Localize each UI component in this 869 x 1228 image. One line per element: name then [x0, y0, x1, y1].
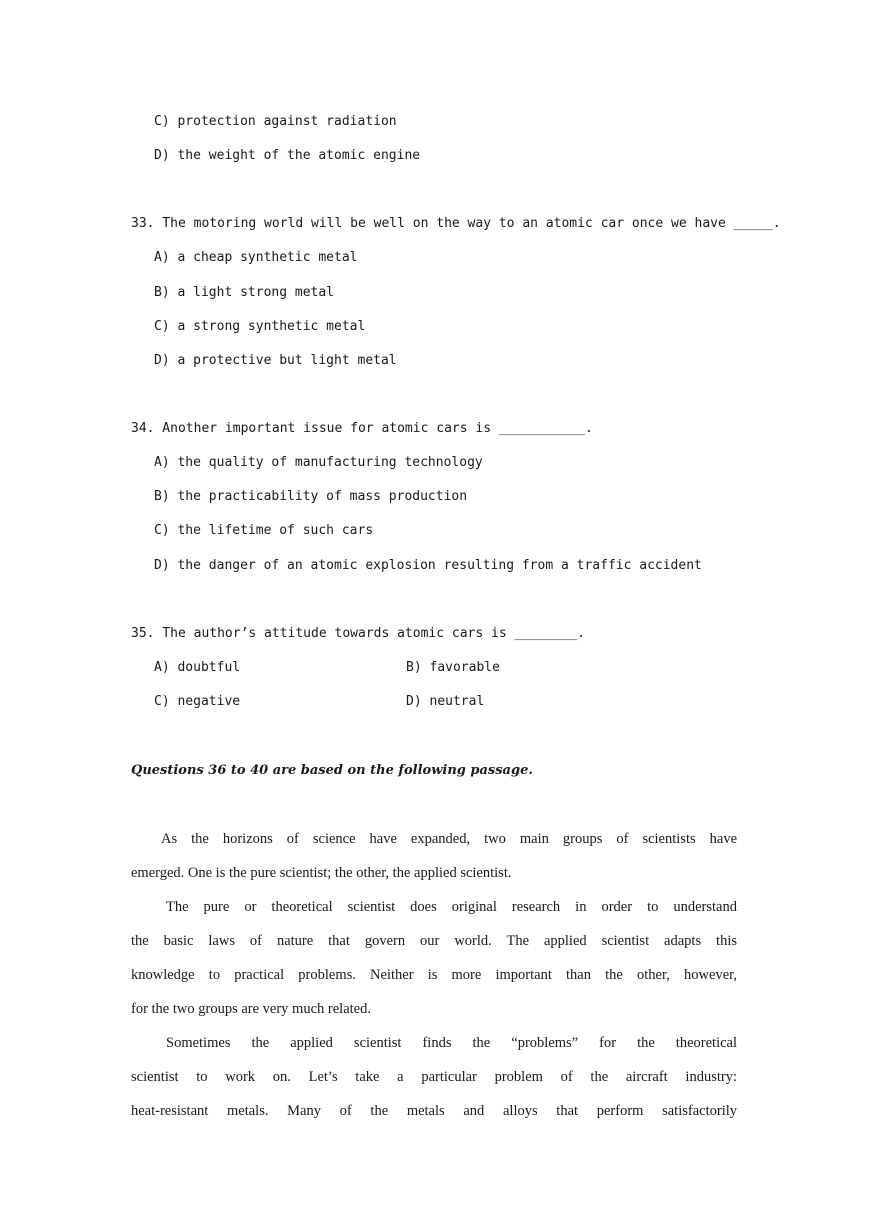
q32-option-c: C) protection against radiation: [154, 114, 397, 129]
q35-stem: 35. The author’s attitude towards atomic cars is ________.: [131, 626, 585, 641]
q33-option-a: A) a cheap synthetic metal: [154, 250, 358, 265]
q34-option-a: A) the quality of manufacturing technology: [154, 455, 483, 470]
passage-heading: Questions 36 to 40 are based on the following passage.: [131, 763, 533, 778]
q33-option-b: B) a light strong metal: [154, 285, 335, 300]
passage-line-8: scientist to work on. Let’s take a particular problem of the aircraft industry:: [131, 1069, 737, 1085]
q35-option-b: B) favorable: [406, 660, 500, 675]
q34-option-c: C) the lifetime of such cars: [154, 523, 374, 538]
passage-line-9: heat-resistant metals. Many of the metals and alloys that perform satisfactorily: [131, 1103, 737, 1119]
passage-line-4: the basic laws of nature that govern our world. The applied scientist adapts this: [131, 933, 737, 949]
passage-line-1: As the horizons of science have expanded, two main groups of scientists have: [161, 831, 737, 847]
q34-option-b: B) the practicability of mass production: [154, 489, 468, 504]
q32-option-d: D) the weight of the atomic engine: [154, 148, 421, 163]
q33-option-d: D) a protective but light metal: [154, 353, 397, 368]
q33-stem: 33. The motoring world will be well on the way to an atomic car once we have _____.: [131, 216, 781, 231]
passage-line-2: emerged. One is the pure scientist; the other, the applied scientist.: [131, 865, 512, 881]
q35-option-c: C) negative: [154, 694, 241, 709]
q34-stem: 34. Another important issue for atomic cars is ___________.: [131, 421, 593, 436]
passage-line-3: The pure or theoretical scientist does original research in order to understand: [166, 899, 737, 915]
passage-line-7: Sometimes the applied scientist finds the “problems” for the theoretical: [166, 1035, 737, 1051]
q33-option-c: C) a strong synthetic metal: [154, 319, 366, 334]
q35-option-d: D) neutral: [406, 694, 485, 709]
q35-option-a: A) doubtful: [154, 660, 241, 675]
passage-line-6: for the two groups are very much related.: [131, 1001, 371, 1017]
passage-line-5: knowledge to practical problems. Neither is more important than the other, however,: [131, 967, 737, 983]
q34-option-d: D) the danger of an atomic explosion resulting from a traffic accident: [154, 558, 702, 573]
